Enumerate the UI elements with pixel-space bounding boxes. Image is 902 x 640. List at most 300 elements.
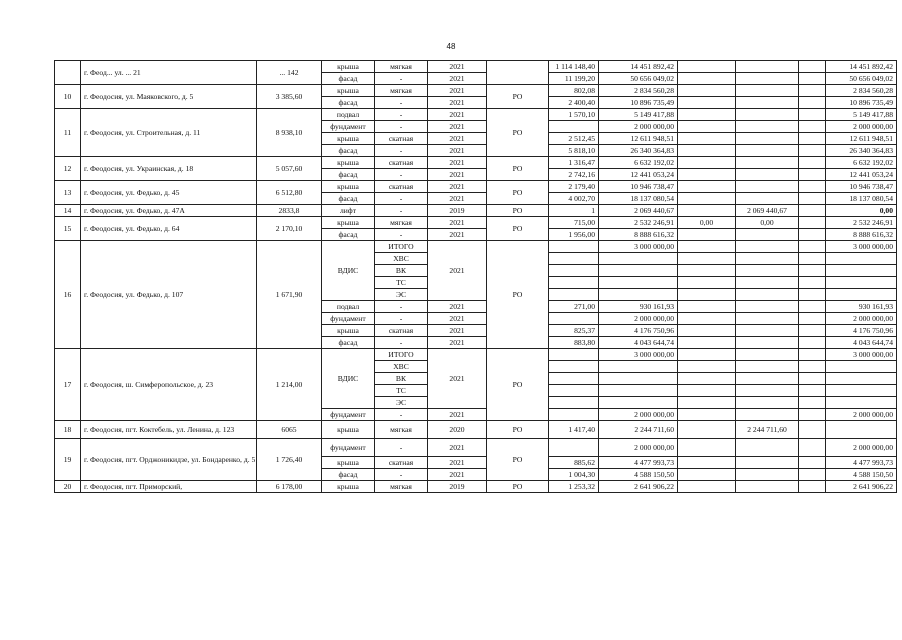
row-number: 15 bbox=[55, 217, 81, 241]
extra-cell-3 bbox=[799, 85, 826, 97]
volume-cell: 11 199,20 bbox=[549, 73, 599, 85]
extra-cell-2 bbox=[736, 469, 799, 481]
element-cell: фундамент bbox=[322, 313, 375, 325]
method-cell: РО bbox=[487, 439, 549, 481]
extra-cell-1 bbox=[678, 181, 736, 193]
total-cell: 2 000 000,00 bbox=[826, 313, 897, 325]
extra-cell-1 bbox=[678, 469, 736, 481]
total-cell: 8 888 616,32 bbox=[826, 229, 897, 241]
total-cell: 2 834 560,28 bbox=[826, 85, 897, 97]
year-cell: 2021 bbox=[428, 157, 487, 169]
year-cell: 2021 bbox=[428, 145, 487, 157]
extra-cell-1 bbox=[678, 205, 736, 217]
year-cell: 2021 bbox=[428, 169, 487, 181]
volume-cell bbox=[549, 241, 599, 253]
extra-cell-1 bbox=[678, 145, 736, 157]
cost-cell: 10 946 738,47 bbox=[599, 181, 678, 193]
extra-cell-3 bbox=[799, 193, 826, 205]
volume-cell: 825,37 bbox=[549, 325, 599, 337]
volume-cell bbox=[549, 409, 599, 421]
cost-cell: 2 069 440,67 bbox=[599, 205, 678, 217]
extra-cell-3 bbox=[799, 205, 826, 217]
vdis-cost: 3 000 000,00 bbox=[599, 349, 678, 361]
address-cell: г. Феодосия, ул. Федько, д. 107 bbox=[81, 241, 257, 349]
extra-cell-1 bbox=[678, 277, 736, 289]
element-cell: фундамент bbox=[322, 439, 375, 457]
volume-cell bbox=[549, 121, 599, 133]
volume-cell: 1 316,47 bbox=[549, 157, 599, 169]
cost-cell: 2 244 711,60 bbox=[599, 421, 678, 439]
element-cell: фасад bbox=[322, 229, 375, 241]
table-row bbox=[55, 481, 897, 493]
element-cell: подвал bbox=[322, 301, 375, 313]
volume-cell: 2 512,45 bbox=[549, 133, 599, 145]
address-cell: г. Феодосия, ул. Украинская, д. 18 bbox=[81, 157, 257, 181]
method-cell: РО bbox=[487, 205, 549, 217]
extra-cell-1 bbox=[678, 289, 736, 301]
extra-cell-3 bbox=[799, 397, 826, 409]
total-cell: 12 611 948,51 bbox=[826, 133, 897, 145]
type-cell: - bbox=[375, 193, 428, 205]
extra-cell-1 bbox=[678, 397, 736, 409]
year-cell: 2021 bbox=[428, 109, 487, 121]
table-row bbox=[55, 181, 897, 193]
total-cell bbox=[826, 397, 897, 409]
vdis-year: 2021 bbox=[428, 241, 487, 301]
extra-cell-1 bbox=[678, 109, 736, 121]
volume-cell: 1 114 148,40 bbox=[549, 61, 599, 73]
extra-cell-3 bbox=[799, 157, 826, 169]
cost-cell: 2 000 000,00 bbox=[599, 439, 678, 457]
extra-cell-3 bbox=[799, 349, 826, 361]
extra-cell-1 bbox=[678, 313, 736, 325]
total-cell: 5 149 417,88 bbox=[826, 109, 897, 121]
vdis-sub-label: ТС bbox=[375, 385, 428, 397]
element-cell: лифт bbox=[322, 205, 375, 217]
type-cell: скатная bbox=[375, 157, 428, 169]
extra-cell-3 bbox=[799, 229, 826, 241]
extra-cell-3 bbox=[799, 385, 826, 397]
area-cell: 1 726,40 bbox=[257, 439, 322, 481]
element-cell: крыша bbox=[322, 217, 375, 229]
element-cell: крыша bbox=[322, 481, 375, 493]
table-row bbox=[55, 241, 897, 253]
address-cell: г. Феодосия, ул. Федько, д. 45 bbox=[81, 181, 257, 205]
vdis-sub-label: ИТОГО bbox=[375, 349, 428, 361]
cost-cell: 2 000 000,00 bbox=[599, 313, 678, 325]
type-cell: - bbox=[375, 229, 428, 241]
page-number: 48 bbox=[446, 42, 456, 51]
volume-cell bbox=[549, 265, 599, 277]
extra-cell-3 bbox=[799, 421, 826, 439]
extra-cell-1 bbox=[678, 337, 736, 349]
total-cell bbox=[826, 277, 897, 289]
type-cell: мягкая bbox=[375, 61, 428, 73]
cost-cell bbox=[599, 253, 678, 265]
area-cell: 6 512,80 bbox=[257, 181, 322, 205]
element-cell: фасад bbox=[322, 469, 375, 481]
vdis-sub-label: ХВС bbox=[375, 361, 428, 373]
cost-cell: 2 000 000,00 bbox=[599, 121, 678, 133]
method-cell: РО bbox=[487, 217, 549, 241]
type-cell: - bbox=[375, 409, 428, 421]
vdis-year: 2021 bbox=[428, 349, 487, 409]
table-row bbox=[55, 85, 897, 97]
extra-cell-1 bbox=[678, 253, 736, 265]
extra-cell-2 bbox=[736, 109, 799, 121]
extra-cell-2 bbox=[736, 85, 799, 97]
table-row bbox=[55, 439, 897, 457]
year-cell: 2021 bbox=[428, 301, 487, 313]
extra-cell-3 bbox=[799, 439, 826, 457]
type-cell: - bbox=[375, 145, 428, 157]
area-cell: 6 178,00 bbox=[257, 481, 322, 493]
type-cell: - bbox=[375, 439, 428, 457]
extra-cell-1 bbox=[678, 325, 736, 337]
volume-cell bbox=[549, 277, 599, 289]
area-cell: ... 142 bbox=[257, 61, 322, 85]
cost-cell: 2 834 560,28 bbox=[599, 85, 678, 97]
total-cell: 6 632 192,02 bbox=[826, 157, 897, 169]
type-cell: скатная bbox=[375, 325, 428, 337]
type-cell: скатная bbox=[375, 457, 428, 469]
total-cell bbox=[826, 265, 897, 277]
table-row bbox=[55, 109, 897, 121]
total-cell: 4 588 150,50 bbox=[826, 469, 897, 481]
address-cell: г. Феодосия, пгт. Приморский, bbox=[81, 481, 257, 493]
method-cell: РО bbox=[487, 349, 549, 421]
row-number: 20 bbox=[55, 481, 81, 493]
type-cell: - bbox=[375, 313, 428, 325]
extra-cell-1 bbox=[678, 121, 736, 133]
year-cell: 2021 bbox=[428, 133, 487, 145]
year-cell: 2021 bbox=[428, 313, 487, 325]
extra-cell-2: 0,00 bbox=[736, 217, 799, 229]
row-number: 11 bbox=[55, 109, 81, 157]
volume-cell bbox=[549, 373, 599, 385]
extra-cell-3 bbox=[799, 373, 826, 385]
extra-cell-1 bbox=[678, 157, 736, 169]
total-cell: 2 532 246,91 bbox=[826, 217, 897, 229]
cost-cell: 4 176 750,96 bbox=[599, 325, 678, 337]
total-cell bbox=[826, 421, 897, 439]
extra-cell-1: 0,00 bbox=[678, 217, 736, 229]
table-row bbox=[55, 217, 897, 229]
year-cell: 2020 bbox=[428, 421, 487, 439]
extra-cell-2 bbox=[736, 337, 799, 349]
extra-cell-2 bbox=[736, 349, 799, 361]
cost-cell: 6 632 192,02 bbox=[599, 157, 678, 169]
total-cell: 4 176 750,96 bbox=[826, 325, 897, 337]
year-cell: 2021 bbox=[428, 97, 487, 109]
year-cell: 2019 bbox=[428, 205, 487, 217]
total-cell: 50 656 049,02 bbox=[826, 73, 897, 85]
extra-cell-1 bbox=[678, 361, 736, 373]
extra-cell-2 bbox=[736, 457, 799, 469]
extra-cell-1 bbox=[678, 301, 736, 313]
type-cell: мягкая bbox=[375, 217, 428, 229]
cost-cell: 50 656 049,02 bbox=[599, 73, 678, 85]
extra-cell-2 bbox=[736, 121, 799, 133]
vdis-sub-label: ЭС bbox=[375, 397, 428, 409]
year-cell: 2021 bbox=[428, 61, 487, 73]
volume-cell bbox=[549, 439, 599, 457]
vdis-sub-label: ВК bbox=[375, 265, 428, 277]
total-cell: 10 896 735,49 bbox=[826, 97, 897, 109]
row-number bbox=[55, 61, 81, 85]
method-cell: РО bbox=[487, 241, 549, 349]
extra-cell-1 bbox=[678, 373, 736, 385]
year-cell: 2021 bbox=[428, 337, 487, 349]
volume-cell: 1 253,32 bbox=[549, 481, 599, 493]
element-cell: крыша bbox=[322, 133, 375, 145]
extra-cell-3 bbox=[799, 181, 826, 193]
extra-cell-3 bbox=[799, 265, 826, 277]
row-number: 18 bbox=[55, 421, 81, 439]
extra-cell-1 bbox=[678, 133, 736, 145]
element-cell: фасад bbox=[322, 97, 375, 109]
area-cell: 3 385,60 bbox=[257, 85, 322, 109]
year-cell: 2021 bbox=[428, 121, 487, 133]
extra-cell-2: 2 069 440,67 bbox=[736, 205, 799, 217]
total-cell: 0,00 bbox=[826, 205, 897, 217]
element-cell: фасад bbox=[322, 169, 375, 181]
volume-cell: 885,62 bbox=[549, 457, 599, 469]
volume-cell bbox=[549, 397, 599, 409]
volume-cell: 802,08 bbox=[549, 85, 599, 97]
cost-cell: 2 000 000,00 bbox=[599, 409, 678, 421]
element-cell: фундамент bbox=[322, 409, 375, 421]
row-number: 19 bbox=[55, 439, 81, 481]
year-cell: 2021 bbox=[428, 73, 487, 85]
row-number: 17 bbox=[55, 349, 81, 421]
volume-cell bbox=[549, 349, 599, 361]
area-cell: 6065 bbox=[257, 421, 322, 439]
cost-cell bbox=[599, 277, 678, 289]
volume-cell: 1 570,10 bbox=[549, 109, 599, 121]
extra-cell-3 bbox=[799, 361, 826, 373]
row-number: 14 bbox=[55, 205, 81, 217]
extra-cell-1 bbox=[678, 457, 736, 469]
extra-cell-3 bbox=[799, 457, 826, 469]
type-cell: - bbox=[375, 301, 428, 313]
extra-cell-2 bbox=[736, 481, 799, 493]
method-cell: РО bbox=[487, 109, 549, 157]
total-cell: 4 477 993,73 bbox=[826, 457, 897, 469]
volume-cell: 1 417,40 bbox=[549, 421, 599, 439]
address-cell: г. Феодосия, ул. Строительная, д. 11 bbox=[81, 109, 257, 157]
volume-cell: 2 742,16 bbox=[549, 169, 599, 181]
vdis-sub-label: ТС bbox=[375, 277, 428, 289]
address-cell: г. Феодосия, пгт. Коктебель, ул. Ленина, д. 123 bbox=[81, 421, 257, 439]
type-cell: - bbox=[375, 121, 428, 133]
cost-cell: 4 043 644,74 bbox=[599, 337, 678, 349]
type-cell: скатная bbox=[375, 133, 428, 145]
extra-cell-3 bbox=[799, 241, 826, 253]
volume-cell: 5 818,10 bbox=[549, 145, 599, 157]
element-cell: крыша bbox=[322, 421, 375, 439]
total-cell: 2 000 000,00 bbox=[826, 121, 897, 133]
vdis-sub-label: ХВС bbox=[375, 253, 428, 265]
vdis-sub-label: ВК bbox=[375, 373, 428, 385]
extra-cell-2 bbox=[736, 313, 799, 325]
extra-cell-1 bbox=[678, 349, 736, 361]
element-cell: фасад bbox=[322, 193, 375, 205]
vdis-sub-label: ЭС bbox=[375, 289, 428, 301]
volume-cell bbox=[549, 361, 599, 373]
element-cell: фасад bbox=[322, 145, 375, 157]
address-cell: г. Феодосия, ул. Федько, д. 47А bbox=[81, 205, 257, 217]
cost-cell: 4 477 993,73 bbox=[599, 457, 678, 469]
table-row bbox=[55, 61, 897, 73]
extra-cell-2 bbox=[736, 181, 799, 193]
repair-schedule-table bbox=[54, 60, 897, 493]
year-cell: 2021 bbox=[428, 217, 487, 229]
volume-cell: 1 bbox=[549, 205, 599, 217]
total-cell: 14 451 892,42 bbox=[826, 61, 897, 73]
cost-cell: 12 441 053,24 bbox=[599, 169, 678, 181]
year-cell: 2019 bbox=[428, 481, 487, 493]
method-cell: РО bbox=[487, 157, 549, 181]
element-cell: крыша bbox=[322, 457, 375, 469]
extra-cell-2 bbox=[736, 439, 799, 457]
total-cell: 2 641 906,22 bbox=[826, 481, 897, 493]
extra-cell-1 bbox=[678, 241, 736, 253]
extra-cell-3 bbox=[799, 313, 826, 325]
element-cell: крыша bbox=[322, 61, 375, 73]
cost-cell: 4 588 150,50 bbox=[599, 469, 678, 481]
method-cell: РО bbox=[487, 421, 549, 439]
total-cell: 2 000 000,00 bbox=[826, 439, 897, 457]
year-cell: 2021 bbox=[428, 457, 487, 469]
cost-cell bbox=[599, 373, 678, 385]
cost-cell bbox=[599, 265, 678, 277]
cost-cell: 8 888 616,32 bbox=[599, 229, 678, 241]
cost-cell: 2 532 246,91 bbox=[599, 217, 678, 229]
vdis-total: 3 000 000,00 bbox=[826, 241, 897, 253]
extra-cell-1 bbox=[678, 439, 736, 457]
area-cell: 5 057,60 bbox=[257, 157, 322, 181]
volume-cell bbox=[549, 385, 599, 397]
element-cell: крыша bbox=[322, 181, 375, 193]
extra-cell-1 bbox=[678, 73, 736, 85]
area-cell: 1 671,90 bbox=[257, 241, 322, 349]
method-cell: РО bbox=[487, 85, 549, 109]
volume-cell: 715,00 bbox=[549, 217, 599, 229]
cost-cell: 10 896 735,49 bbox=[599, 97, 678, 109]
total-cell: 26 340 364,83 bbox=[826, 145, 897, 157]
area-cell: 8 938,10 bbox=[257, 109, 322, 157]
extra-cell-2 bbox=[736, 361, 799, 373]
type-cell: - bbox=[375, 97, 428, 109]
year-cell: 2021 bbox=[428, 439, 487, 457]
extra-cell-1 bbox=[678, 169, 736, 181]
extra-cell-1 bbox=[678, 61, 736, 73]
extra-cell-1 bbox=[678, 193, 736, 205]
extra-cell-3 bbox=[799, 133, 826, 145]
year-cell: 2021 bbox=[428, 193, 487, 205]
element-cell: крыша bbox=[322, 85, 375, 97]
year-cell: 2021 bbox=[428, 85, 487, 97]
cost-cell: 18 137 080,54 bbox=[599, 193, 678, 205]
extra-cell-1 bbox=[678, 409, 736, 421]
element-cell: фасад bbox=[322, 73, 375, 85]
element-cell: фасад bbox=[322, 337, 375, 349]
extra-cell-2 bbox=[736, 229, 799, 241]
address-cell: г. Феодосия, пгт. Орджоникидзе, ул. Бондаренко, д. 5 bbox=[81, 439, 257, 481]
extra-cell-2 bbox=[736, 157, 799, 169]
year-cell: 2021 bbox=[428, 325, 487, 337]
table-row bbox=[55, 157, 897, 169]
extra-cell-2 bbox=[736, 133, 799, 145]
volume-cell: 1 956,00 bbox=[549, 229, 599, 241]
total-cell bbox=[826, 373, 897, 385]
cost-cell: 5 149 417,88 bbox=[599, 109, 678, 121]
extra-cell-1 bbox=[678, 265, 736, 277]
extra-cell-2 bbox=[736, 289, 799, 301]
extra-cell-2 bbox=[736, 73, 799, 85]
extra-cell-2 bbox=[736, 301, 799, 313]
cost-cell bbox=[599, 289, 678, 301]
extra-cell-2 bbox=[736, 253, 799, 265]
extra-cell-1 bbox=[678, 481, 736, 493]
address-cell: г. Феодосия, ул. Федько, д. 64 bbox=[81, 217, 257, 241]
total-cell: 930 161,93 bbox=[826, 301, 897, 313]
table-row bbox=[55, 421, 897, 439]
volume-cell: 883,80 bbox=[549, 337, 599, 349]
total-cell: 12 441 053,24 bbox=[826, 169, 897, 181]
row-number: 12 bbox=[55, 157, 81, 181]
extra-cell-2 bbox=[736, 193, 799, 205]
extra-cell-3 bbox=[799, 481, 826, 493]
row-number: 10 bbox=[55, 85, 81, 109]
total-cell bbox=[826, 289, 897, 301]
extra-cell-2 bbox=[736, 265, 799, 277]
element-cell: подвал bbox=[322, 109, 375, 121]
extra-cell-2 bbox=[736, 385, 799, 397]
volume-cell: 4 002,70 bbox=[549, 193, 599, 205]
method-cell: РО bbox=[487, 481, 549, 493]
extra-cell-3 bbox=[799, 409, 826, 421]
extra-cell-2: 2 244 711,60 bbox=[736, 421, 799, 439]
element-cell: крыша bbox=[322, 325, 375, 337]
type-cell: мягкая bbox=[375, 85, 428, 97]
vdis-cost: 3 000 000,00 bbox=[599, 241, 678, 253]
extra-cell-3 bbox=[799, 301, 826, 313]
extra-cell-2 bbox=[736, 325, 799, 337]
extra-cell-3 bbox=[799, 97, 826, 109]
method-cell bbox=[487, 61, 549, 85]
cost-cell bbox=[599, 361, 678, 373]
volume-cell: 1 004,30 bbox=[549, 469, 599, 481]
cost-cell: 26 340 364,83 bbox=[599, 145, 678, 157]
total-cell: 2 000 000,00 bbox=[826, 409, 897, 421]
cost-cell: 12 611 948,51 bbox=[599, 133, 678, 145]
extra-cell-3 bbox=[799, 169, 826, 181]
type-cell: - bbox=[375, 73, 428, 85]
volume-cell: 2 400,40 bbox=[549, 97, 599, 109]
vdis-label: ВДИС bbox=[322, 349, 375, 409]
row-number: 16 bbox=[55, 241, 81, 349]
area-cell: 2 170,10 bbox=[257, 217, 322, 241]
extra-cell-3 bbox=[799, 253, 826, 265]
extra-cell-3 bbox=[799, 325, 826, 337]
type-cell: мягкая bbox=[375, 421, 428, 439]
address-cell: г. Феод... ул. ... 21 bbox=[81, 61, 257, 85]
extra-cell-3 bbox=[799, 289, 826, 301]
table-row bbox=[55, 349, 897, 361]
address-cell: г. Феодосия, ул. Маяковского, д. 5 bbox=[81, 85, 257, 109]
